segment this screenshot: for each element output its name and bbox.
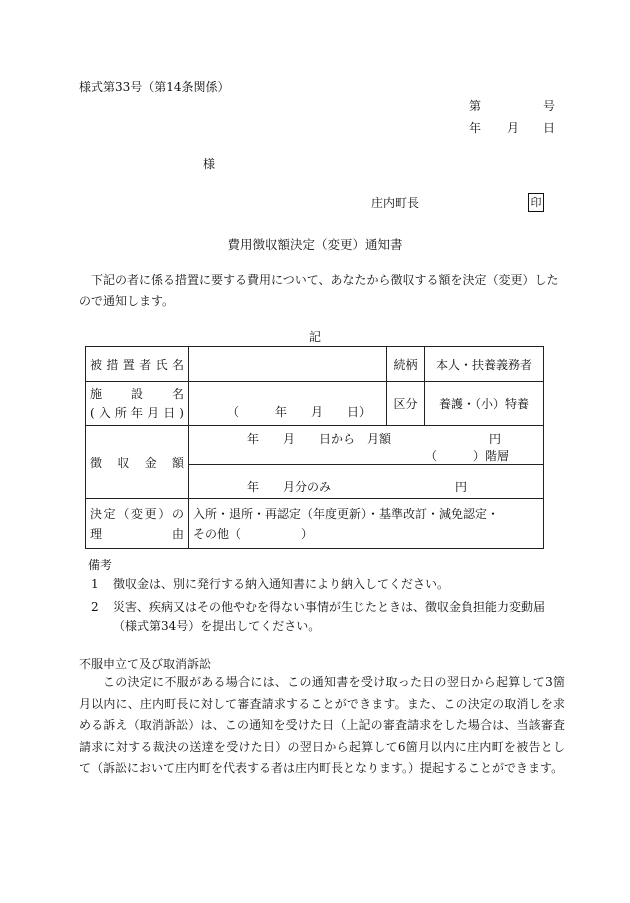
table-row xyxy=(86,426,544,465)
table-row xyxy=(86,347,544,382)
date-year: 年 xyxy=(469,121,482,135)
income-tier: （ ）階層 xyxy=(425,449,510,463)
date-day: 日 xyxy=(543,121,556,135)
appeal-title: 不服申立て及び取消訴訟 xyxy=(79,657,212,671)
relation-label: 続柄 xyxy=(387,347,425,382)
fee-table xyxy=(85,346,544,549)
table-row xyxy=(86,382,544,426)
person-name-label: 被措置者氏名 xyxy=(86,347,189,382)
ki-heading: 記 xyxy=(308,330,321,344)
one-time-fee-cell: 年 月分のみ 円 xyxy=(189,465,544,499)
relation-value: 本人・扶養義務者 xyxy=(425,347,544,382)
document-title: 費用徴収額決定（変更）通知書 xyxy=(227,237,403,252)
date-month: 月 xyxy=(507,121,520,135)
addressee-suffix: 様 xyxy=(203,157,216,171)
category-value: 養護・（小）特養 xyxy=(425,382,544,426)
monthly-fee-cell: 年 月 日から 月額 円 （ ）階層 xyxy=(189,426,544,465)
seal-box: 印 xyxy=(528,193,544,212)
form-number: 様式第33号（第14条関係） xyxy=(79,80,230,94)
doc-no-prefix: 第 xyxy=(469,99,482,113)
body-paragraph: 下記の者に係る措置に要する費用について、あなたから徴収する額を決定（変更）したので通知します。 xyxy=(79,273,559,308)
doc-no-suffix: 号 xyxy=(543,99,556,113)
person-name-value xyxy=(189,347,387,382)
table-row xyxy=(86,499,544,549)
issuer-name: 庄内町長 xyxy=(371,196,420,210)
reason-label: 決定（変更）の 理 由 xyxy=(86,499,189,549)
facility-label: 施 設 名 (入所年月日) xyxy=(86,382,189,426)
category-label: 区分 xyxy=(387,382,425,426)
notes-title: 備考 xyxy=(88,558,113,572)
appeal-paragraph: この決定に不服がある場合には、この通知書を受け取った日の翌日から起算して3箇月以内に、庄内町長に対して審査請求することができます。また、この決定の取消しを求める訴え（取消訴訟）は、この通知を受けた日（上記の審査請求をした場合は、当該審査請求に対する裁決の送達を受けた日）の翌日から起算して6箇月以内に庄内町を被告として（訴訟において庄内町を代表する者は庄内町長となります。）提起することができます。 xyxy=(79,675,565,775)
reason-value: 入所・退所・再認定（年度更新）・基準改訂・減免認定・ その他（ ） xyxy=(189,499,544,549)
admission-date: （ 年 月 日） xyxy=(227,405,372,419)
fee-amount-label: 徴 収 金 額 xyxy=(86,426,189,499)
facility-value xyxy=(189,382,387,426)
